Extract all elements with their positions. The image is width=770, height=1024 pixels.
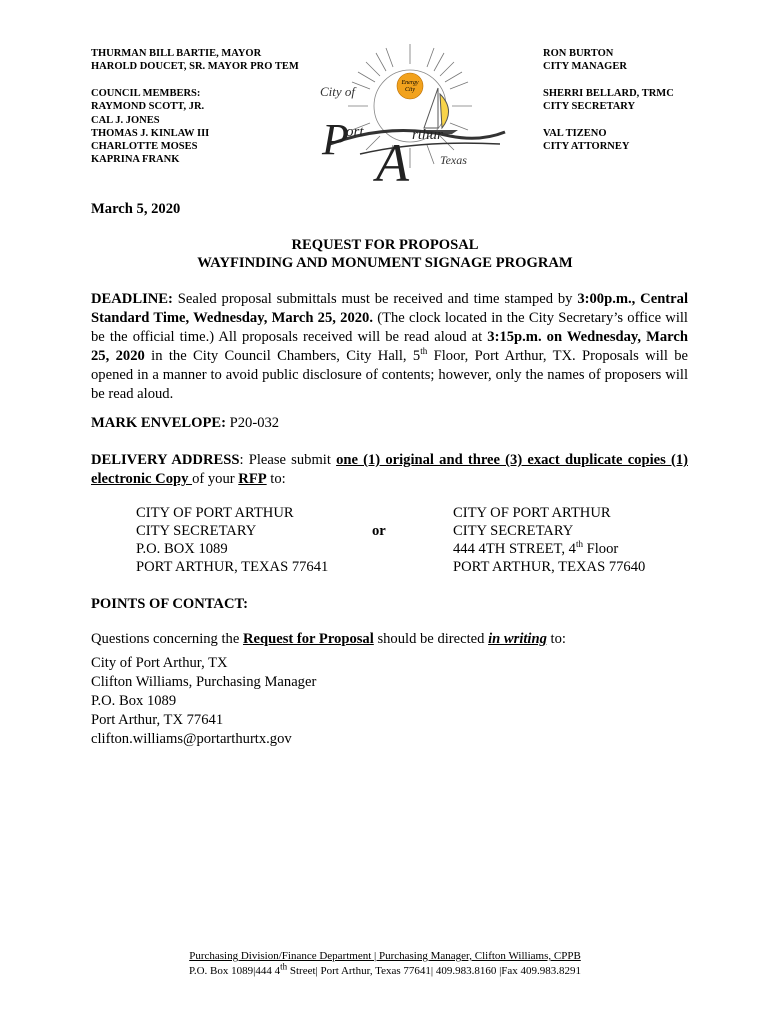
contact-text: Questions concerning the <box>91 631 243 647</box>
mark-envelope-value: P20-032 <box>226 415 280 431</box>
deadline-text: Floor, Port Arthur, TX. Proposals will be opened in a manner to avoid public disclosure of contents; however, only the names of proposers will be read aloud. <box>91 348 689 402</box>
contact-details <box>91 654 316 749</box>
address-line: CITY SECRETARY <box>136 523 257 539</box>
council-member: KAPRINA FRANK <box>91 154 180 166</box>
footer-line1: Purchasing Division/Finance Department | Purchasing Manager, Clifton Williams, CPPB <box>189 950 581 962</box>
deadline-text: (The clock located in the City Secretary’s office will be the official time.) All proposals received will be read aloud at <box>91 310 688 345</box>
council-members-block <box>91 87 209 167</box>
deadline-paragraph <box>91 290 688 404</box>
energy-city-text: City <box>405 87 415 93</box>
contact-text: to: <box>546 631 566 647</box>
rfp-title-line1: REQUEST FOR PROPOSAL <box>291 237 479 253</box>
points-of-contact-heading: POINTS OF CONTACT: <box>91 596 249 612</box>
rfp-title-line2: WAYFINDING AND MONUMENT SIGNAGE PROGRAM <box>197 255 573 271</box>
city-of-text: City of <box>320 84 356 99</box>
footer-address: P.O. Box 1089|444 4 <box>188 965 281 977</box>
logo-ort-text: ort <box>346 124 364 140</box>
deadline-label: DEADLINE: <box>91 291 173 307</box>
city-secretary-title: CITY SECRETARY <box>543 101 636 113</box>
address-line: CITY SECRETARY <box>453 523 574 539</box>
delivery-text: of your <box>192 471 239 487</box>
mark-envelope-label: MARK ENVELOPE: <box>91 415 226 431</box>
contact-line: Clifton Williams, Purchasing Manager <box>91 674 317 690</box>
contact-line: City of Port Arthur, TX <box>91 655 228 671</box>
council-member: CAL J. JONES <box>91 114 160 126</box>
rfp-abbrev: RFP <box>238 471 267 487</box>
city-manager-title: CITY MANAGER <box>543 61 627 73</box>
logo-p-letter: P <box>322 115 349 164</box>
council-member: RAYMOND SCOTT, JR. <box>91 101 205 113</box>
address-line: PORT ARTHUR, TEXAS 77641 <box>136 559 329 575</box>
city-manager-block <box>543 47 627 74</box>
read-aloud-time: 3:15p.m. on Wednesday, March 25, 2020 <box>91 329 688 364</box>
energy-badge <box>397 73 423 99</box>
rfp-title <box>0 236 770 272</box>
city-secretary-block <box>543 87 674 114</box>
address-line: CITY OF PORT ARTHUR <box>136 505 294 521</box>
council-member: CHARLOTTE MOSES <box>91 141 198 153</box>
footer-line2 <box>0 961 770 979</box>
contact-email[interactable]: clifton.williams@portarthurtx.gov <box>91 731 292 747</box>
contact-line: Port Arthur, TX 77641 <box>91 712 224 728</box>
street-address <box>453 504 645 576</box>
officials-left-top <box>91 47 299 74</box>
delivery-label: DELIVERY ADDRESS <box>91 452 240 468</box>
address-line: PORT ARTHUR, TEXAS 77640 <box>453 559 646 575</box>
po-box-address <box>136 504 328 576</box>
mayor-pro-tem-line: HAROLD DOUCET, SR. MAYOR PRO TEM <box>91 61 299 73</box>
logo-rthur-text: rthur <box>412 127 443 143</box>
address-or: or <box>372 523 386 539</box>
contact-instruction <box>91 630 566 649</box>
mayor-line: THURMAN BILL BARTIE, MAYOR <box>91 48 262 59</box>
superscript: th <box>420 346 428 357</box>
footer-contact: Street| Port Arthur, Texas 77641| 409.983.8160 |Fax 409.983.8291 <box>287 965 582 977</box>
city-manager-name: RON BURTON <box>543 48 614 59</box>
city-attorney-name: VAL TIZENO <box>543 128 607 139</box>
rfp-reference: Request for Proposal <box>242 631 374 647</box>
council-heading: COUNCIL MEMBERS: <box>91 88 201 99</box>
city-attorney-title: CITY ATTORNEY <box>543 141 630 153</box>
in-writing: in writing <box>488 631 547 647</box>
letter-date: March 5, 2020 <box>91 201 181 217</box>
city-of-port-arthur-logo <box>300 36 520 194</box>
delivery-text: to: <box>266 471 286 487</box>
deadline-time: 3:00p.m., Central Standard Time, Wednesday, March 25, 2020. <box>91 291 688 326</box>
contact-line: P.O. Box 1089 <box>91 693 177 709</box>
address-line: CITY OF PORT ARTHUR <box>453 505 611 521</box>
delivery-paragraph <box>91 451 688 489</box>
delivery-text: : Please submit <box>239 452 337 468</box>
address-street: 444 4TH STREET, 4 <box>453 541 576 557</box>
texas-text: Texas <box>440 153 467 167</box>
superscript: th <box>575 539 583 550</box>
deadline-text: in the City Council Chambers, City Hall, 5 <box>144 348 421 364</box>
address-line <box>453 540 645 558</box>
mark-envelope <box>91 414 279 433</box>
superscript: th <box>280 961 288 972</box>
copies-requirement: one (1) original and three (3) exact duplicate copies (1) electronic Copy <box>91 452 688 487</box>
city-attorney-block <box>543 127 629 154</box>
address-floor: Floor <box>582 541 619 557</box>
contact-text: should be directed <box>373 631 489 647</box>
council-member: THOMAS J. KINLAW III <box>91 127 210 139</box>
deadline-text: Sealed proposal submittals must be received and time stamped by <box>172 291 578 307</box>
logo-a-letter: A <box>376 133 409 193</box>
energy-text: Energy <box>401 80 419 86</box>
address-line: P.O. BOX 1089 <box>136 541 228 557</box>
city-secretary-name: SHERRI BELLARD, TRMC <box>543 88 674 99</box>
